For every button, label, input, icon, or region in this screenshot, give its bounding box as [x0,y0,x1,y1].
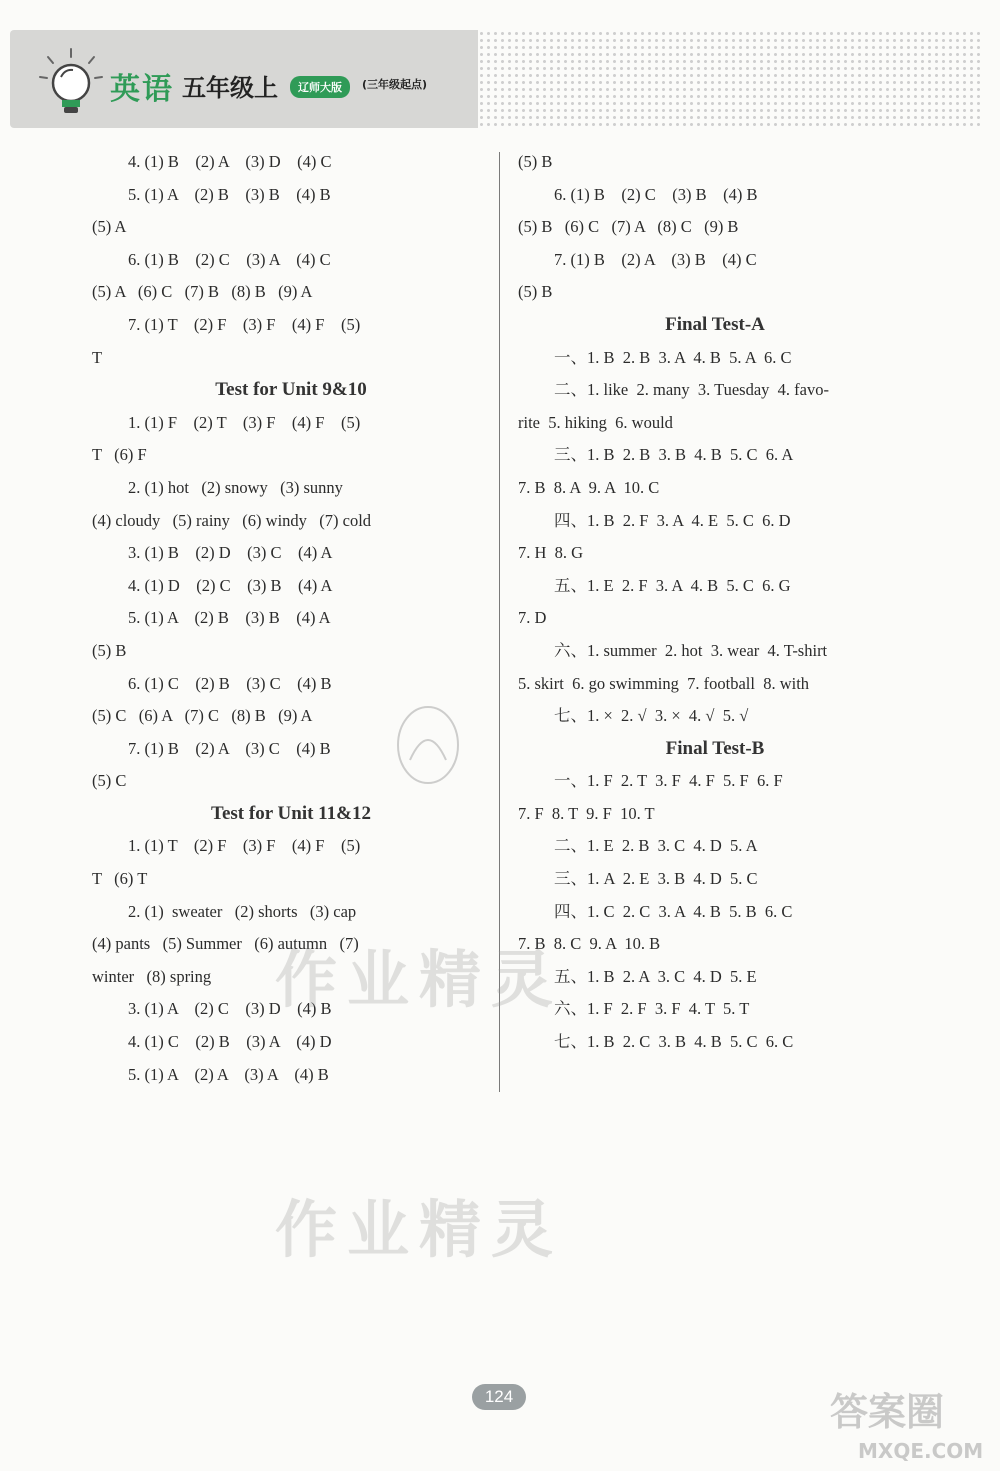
answer-line: 5. (1) A (2) B (3) B (4) B [128,184,331,204]
corner-watermark-logo [820,1380,990,1465]
answer-line: 7. B 8. C 9. A 10. B [518,934,661,954]
answer-line: 一、1. B 2. B 3. A 4. B 5. A 6. C [554,347,792,367]
answer-line: 7. F 8. T 9. F 10. T [518,803,655,823]
answer-line: 四、1. B 2. F 3. A 4. E 5. C 6. D [554,510,791,530]
answer-line: 五、1. E 2. F 3. A 4. B 5. C 6. G [554,575,791,595]
answer-line: 4. (1) C (2) B (3) A (4) D [128,1032,332,1052]
answer-line: (5) B [518,152,553,171]
answer-line: (5) B [92,640,127,660]
answer-line: (4) cloudy (5) rainy (6) windy (7) cold [92,510,372,530]
section-heading: Test for Unit 11&12 [211,802,371,824]
answer-line: 一、1. F 2. T 3. F 4. F 5. F 6. F [554,771,783,791]
answer-line: 5. skirt 6. go swimming 7. football 8. with [518,673,810,693]
right-answer-column [518,146,912,1059]
answer-line: 七、1. B 2. C 3. B 4. B 5. C 6. C [554,1032,794,1052]
answer-line: 4. (1) B (2) A (3) D (4) C [128,152,332,171]
answer-line: (5) A [92,217,127,237]
answer-line: 2. (1) sweater (2) shorts (3) cap [128,901,357,921]
edition-badge: 辽师大版 [290,76,350,98]
answer-line: (5) C (6) A (7) C (8) B (9) A [92,706,313,726]
page-number: 124 [472,1384,526,1410]
watermark-stamp [388,700,468,790]
answer-line: 7. H 8. G [518,543,584,563]
section-heading: Final Test-B [665,737,765,759]
watermark-logo: 作业精灵 [275,943,564,1016]
answer-line: 7. (1) B (2) A (3) B (4) C [554,249,757,269]
answer-line: 4. (1) D (2) C (3) B (4) A [128,575,333,595]
answer-line: 六、1. F 2. F 3. F 4. T 5. T [554,999,750,1019]
answer-line: 二、1. E 2. B 3. C 4. D 5. A [554,836,758,856]
answer-line: 六、1. summer 2. hot 3. wear 4. T-shirt [554,640,828,660]
answer-line: 5. (1) A (2) A (3) A (4) B [128,1064,329,1084]
answer-line: T [92,347,103,367]
answer-line: 三、1. B 2. B 3. B 4. B 5. C 6. A [554,445,794,465]
watermark-logo: 作业精灵 [275,1193,564,1266]
start-note: (三年级起点) [362,78,428,91]
answer-line: (5) B [518,282,553,302]
answer-line: 1. (1) T (2) F (3) F (4) F (5) [128,836,361,856]
answer-line: 6. (1) C (2) B (3) C (4) B [128,673,332,693]
answer-line: 7. (1) T (2) F (3) F (4) F (5) [128,314,361,334]
answer-line: winter (8) spring [92,966,212,986]
answer-line: 2. (1) hot (2) snowy (3) sunny [128,477,343,497]
answer-line: (5) A (6) C (7) B (8) B (9) A [92,282,313,302]
answer-line: 1. (1) F (2) T (3) F (4) F (5) [128,412,361,432]
subject-title: 英语 [110,72,174,107]
answer-line: (5) B (6) C (7) A (8) C (9) B [518,217,739,237]
answer-line: 三、1. A 2. E 3. B 4. D 5. C [554,869,758,889]
svg-text:MXQE.COM: MXQE.COM [858,1439,984,1463]
section-heading: Final Test-A [665,313,765,335]
answer-line: (4) pants (5) Summer (6) autumn (7) [92,934,359,954]
answer-line: 五、1. B 2. A 3. C 4. D 5. E [554,966,757,986]
section-heading: Test for Unit 9&10 [215,379,367,401]
answer-line: 6. (1) B (2) C (3) B (4) B [554,184,758,204]
grade-title: 五年级上 [182,74,278,102]
answer-line: T (6) F [92,445,147,465]
answer-line: 5. (1) A (2) B (3) B (4) A [128,608,331,628]
answer-line: 3. (1) B (2) D (3) C (4) A [128,543,333,563]
answer-line: 二、1. like 2. many 3. Tuesday 4. favo- [554,380,829,400]
answer-line: (5) C [92,771,127,791]
answer-line: rite 5. hiking 6. would [518,412,673,432]
lightbulb-icon [34,45,108,119]
answer-line: 7. B 8. A 9. A 10. C [518,477,660,497]
answer-line: 七、1. × 2. √ 3. × 4. √ 5. √ [554,706,749,726]
svg-text:答案圈: 答案圈 [830,1390,945,1434]
answer-line: 四、1. C 2. C 3. A 4. B 5. B 6. C [554,901,793,921]
answer-line: 6. (1) B (2) C (3) A (4) C [128,249,331,269]
answer-line: 3. (1) A (2) C (3) D (4) B [128,999,332,1019]
dot-pattern [478,30,983,128]
answer-line: 7. (1) B (2) A (3) C (4) B [128,738,331,758]
answer-line: 7. D [518,608,547,628]
answer-line: T (6) T [92,869,148,889]
